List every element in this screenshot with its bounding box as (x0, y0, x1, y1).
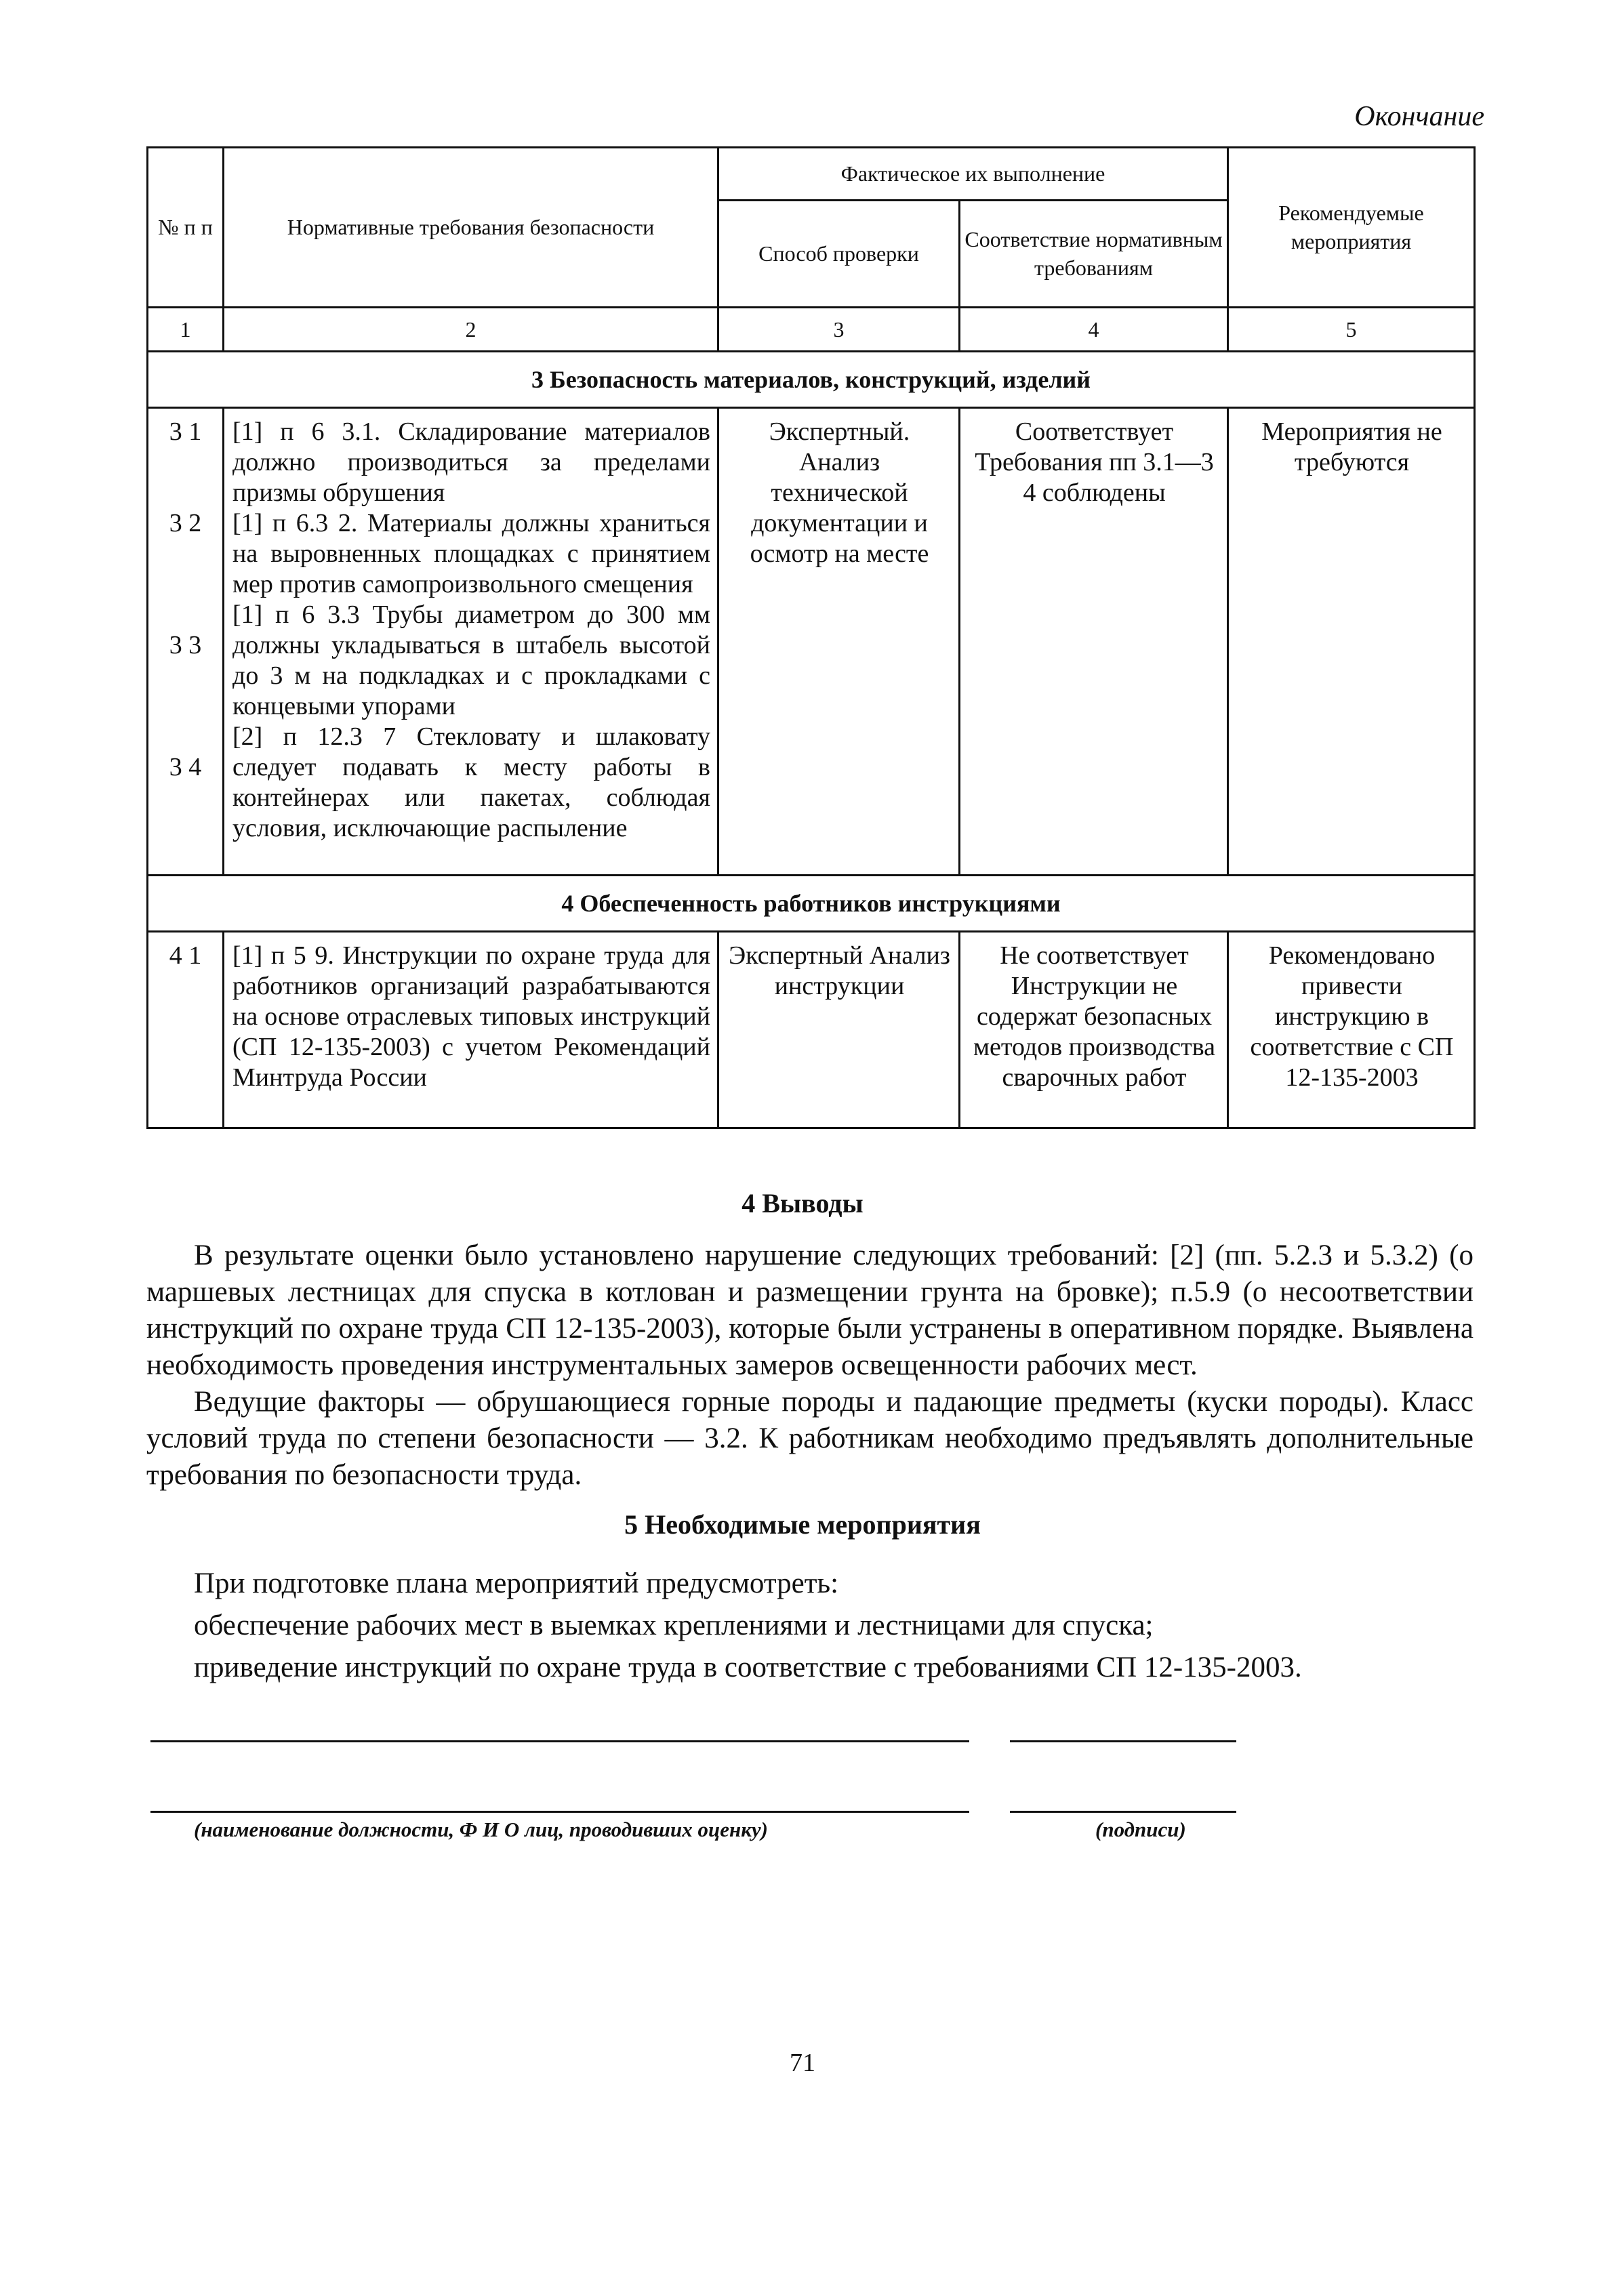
signature-caption-names: (наименование должности, Ф И О лиц, проводивших оценку) (194, 1818, 768, 1841)
signature-line-signatures (1010, 1811, 1236, 1813)
signature-line-signatures (1010, 1740, 1236, 1742)
measures-cell: Мероприятия не требуются (1228, 408, 1475, 876)
page-number: 71 (790, 2049, 815, 2077)
column-number: 3 (718, 308, 960, 352)
column-number: 1 (148, 308, 224, 352)
requirements-cell (224, 408, 718, 876)
measures-line: обеспечение рабочих мест в выемках креплениями и лестницами для спуска; (194, 1610, 1154, 1641)
measures-line: приведение инструкций по охране труда в соответствие с требованиями СП 12-135-2003. (194, 1652, 1302, 1683)
header-measures: Рекомендуемые мероприятия (1228, 148, 1475, 308)
table-row (148, 932, 1475, 1128)
section-title: 4 Обеспеченность работников инструкциями (148, 876, 1475, 932)
requirement-text: [1] п 5 9. Инструкции по охране труда для работников организаций разрабатываются на основе отраслевых типовых инструкций (СП 12-135-2003) с учетом Рекомендаций Минтруда России (224, 932, 718, 1128)
continuation-label: Окончание (1354, 101, 1484, 132)
header-method: Способ проверки (718, 201, 960, 308)
signature-line-names (150, 1740, 969, 1742)
item-number: 3 2 (169, 509, 202, 537)
measures-line: При подготовке плана мероприятий предусмотреть: (194, 1567, 839, 1599)
column-number: 2 (224, 308, 718, 352)
measures-cell: Рекомендовано привести инструкцию в соответствие с СП 12-135-2003 (1228, 932, 1475, 1128)
requirement-text: [2] п 12.3 7 Стекловату и шлаковату следует подавать к месту работы в контейнерах или пакетах, соблюдая условия, исключающие распыление (232, 722, 710, 842)
item-number: 3 3 (169, 631, 202, 659)
column-number: 4 (960, 308, 1228, 352)
conclusions-paragraph: Ведущие факторы — обрушающиеся горные породы и падающие предметы (куски породы). Класс условий труда по степени безопасности — 3.2. К работникам необходимо предъявлять дополнительные требования по безопасности труда. (146, 1386, 1474, 1491)
requirement-text: [1] п 6 3.3 Трубы диаметром до 300 мм должны укладываться в штабель высотой до 3 м на подкладках и с прокладками с концевыми упорами (232, 600, 710, 720)
measures-body (194, 1563, 1482, 1689)
compliance-cell: Не соответствует Инструкции не содержат безопасных методов производства сварочных работ (960, 932, 1228, 1128)
section-title: 3 Безопасность материалов, конструкций, изделий (148, 352, 1475, 408)
header-requirements: Нормативные требования безопасности (224, 148, 718, 308)
signature-line-names (150, 1811, 969, 1813)
item-number: 3 4 (169, 753, 202, 781)
method-cell: Экспертный. Анализ технической документации и осмотр на месте (718, 408, 960, 876)
assessment-table (146, 146, 1476, 1129)
column-number: 5 (1228, 308, 1475, 352)
item-number: 4 1 (148, 932, 224, 1128)
compliance-cell: Соответствует Требования пп 3.1—3 4 соблюдены (960, 408, 1228, 876)
item-numbers (148, 408, 224, 876)
conclusions-paragraph: В результате оценки было установлено нарушение следующих требований: [2] (пп. 5.2.3 и 5.3.2) (о маршевых лестницах для спуска в котлован и размещении грунта на бровке); п.5.9 (о несоответствии инструкций по охране труда СП 12-135-2003), которые были устранены в оперативном порядке. Выявлена необходимость проведения инструментальных замеров освещенности рабочих мест. (146, 1239, 1474, 1381)
measures-title: 5 Необходимые мероприятия (624, 1509, 981, 1540)
section-row (148, 352, 1475, 408)
conclusions-title: 4 Выводы (741, 1188, 864, 1218)
header-actual: Фактическое их выполнение (718, 148, 1228, 201)
requirement-text: [1] п 6.3 2. Материалы должны храниться на выровненных площадках с принятием мер против самопроизвольного смещения (232, 509, 710, 598)
section-row (148, 876, 1475, 932)
table-header-row (148, 148, 1475, 201)
signature-caption-signatures: (подписи) (1095, 1818, 1186, 1841)
item-number: 3 1 (169, 417, 202, 446)
table-row (148, 408, 1475, 876)
requirement-text: [1] п 6 3.1. Складирование материалов должно производиться за пределами призмы обрушения (232, 417, 710, 507)
column-numbers-row (148, 308, 1475, 352)
conclusions-body (146, 1237, 1474, 1494)
header-num: № п п (148, 148, 224, 308)
header-compliance: Соответствие нормативным требованиям (960, 201, 1228, 308)
method-cell: Экспертный Анализ инструкции (718, 932, 960, 1128)
